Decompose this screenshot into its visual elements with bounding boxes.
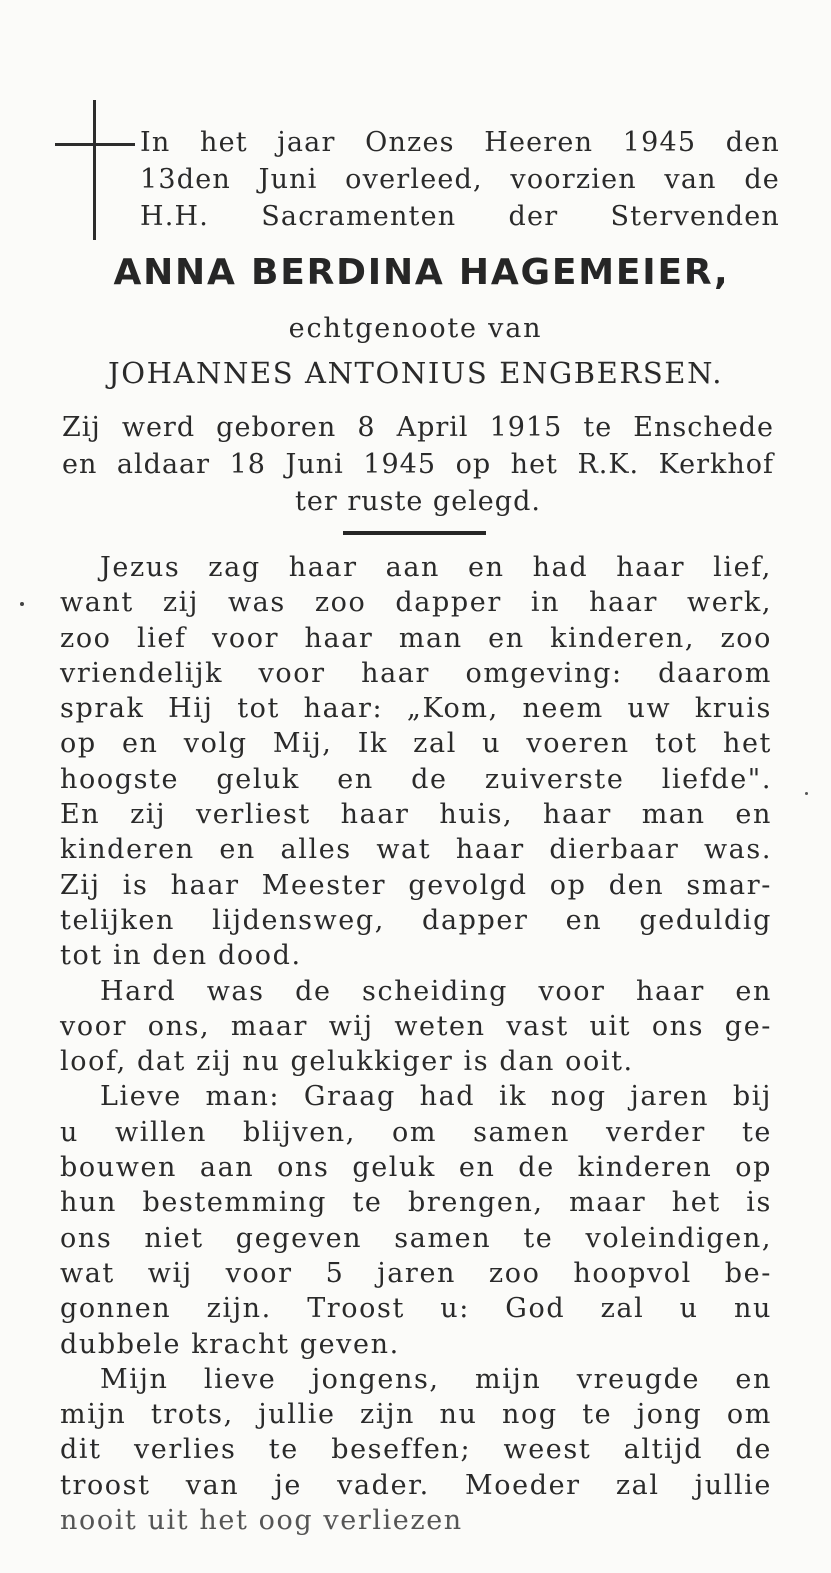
body-line: Zij is haar Meester gevolgd op den smar- (60, 869, 772, 901)
cross-bar (55, 143, 135, 146)
body-line: hun bestemming te brengen, maar het is (60, 1187, 772, 1219)
body-line: telijken lijdensweg, dapper en geduldig (60, 904, 772, 936)
body-text (60, 550, 772, 1537)
body-line: ons niet gegeven samen te voleindigen, (60, 1222, 772, 1254)
speck (20, 602, 24, 606)
intro-line: 13den Juni overleed, voorzien van de (140, 164, 780, 195)
body-line: hoogste geluk en de zuiverste liefde". (60, 763, 772, 795)
body-line: troost van je vader. Moeder zal jullie (60, 1469, 772, 1501)
cross-icon (93, 100, 96, 240)
body-line: dubbele kracht geven. (60, 1328, 400, 1360)
divider (343, 531, 486, 535)
body-line: kinderen en alles wat haar dierbaar was. (60, 834, 772, 866)
body-line: bouwen aan ons geluk en de kinderen op (60, 1152, 772, 1184)
body-line: u willen blijven, om samen verder te (60, 1116, 772, 1148)
birth-paragraph (62, 409, 774, 520)
body-line-cut-off: nooit uit het oog verliezen (60, 1505, 463, 1537)
body-line: Mijn lieve jongens, mijn vreugde en (100, 1363, 772, 1395)
body-line: Hard was de scheiding voor haar en (100, 975, 772, 1007)
spouse-of-label: echtgenoote van (288, 313, 543, 344)
body-line: voor ons, maar wij weten vast uit ons ge- (60, 1010, 772, 1042)
intro-paragraph (140, 124, 780, 235)
body-line: zoo lief voor haar man en kinderen, zoo (60, 622, 772, 654)
body-line: want zij was zoo dapper in haar werk, (60, 587, 772, 619)
deceased-name: ANNA BERDINA HAGEMEIER, (113, 252, 730, 293)
body-line: dit verlies te beseffen; weest altijd de (60, 1434, 772, 1466)
body-line: op en volg Mij, Ik zal u voeren tot het (60, 728, 772, 760)
body-line: wat wij voor 5 jaren zoo hoopvol be- (60, 1257, 772, 1289)
body-line: sprak Hij tot haar: „Kom, neem uw kruis (60, 693, 772, 725)
body-line: Lieve man: Graag had ik nog jaren bij (100, 1081, 772, 1113)
birth-line: Zij werd geboren 8 April 1915 te Enschede (62, 412, 774, 443)
speck (805, 792, 808, 795)
intro-line: In het jaar Onzes Heeren 1945 den (140, 127, 780, 158)
body-line: mijn trots, jullie zijn nu nog te jong om (60, 1399, 772, 1431)
body-line: vriendelijk voor haar omgeving: daarom (60, 657, 772, 689)
body-line: tot in den dood. (60, 940, 302, 972)
birth-line: en aldaar 18 Juni 1945 op het R.K. Kerkhof (62, 449, 774, 480)
body-line: En zij verliest haar huis, haar man en (60, 799, 772, 831)
body-line: loof, dat zij nu gelukkiger is dan ooit. (60, 1046, 634, 1078)
intro-line: H.H. Sacramenten der Stervenden (140, 201, 780, 232)
body-line: gonnen zijn. Troost u: God zal u nu (60, 1293, 772, 1325)
birth-line: ter ruste gelegd. (295, 486, 541, 517)
body-line: Jezus zag haar aan en had haar lief, (100, 552, 772, 583)
spouse-name: JOHANNES ANTONIUS ENGBERSEN. (107, 356, 724, 390)
